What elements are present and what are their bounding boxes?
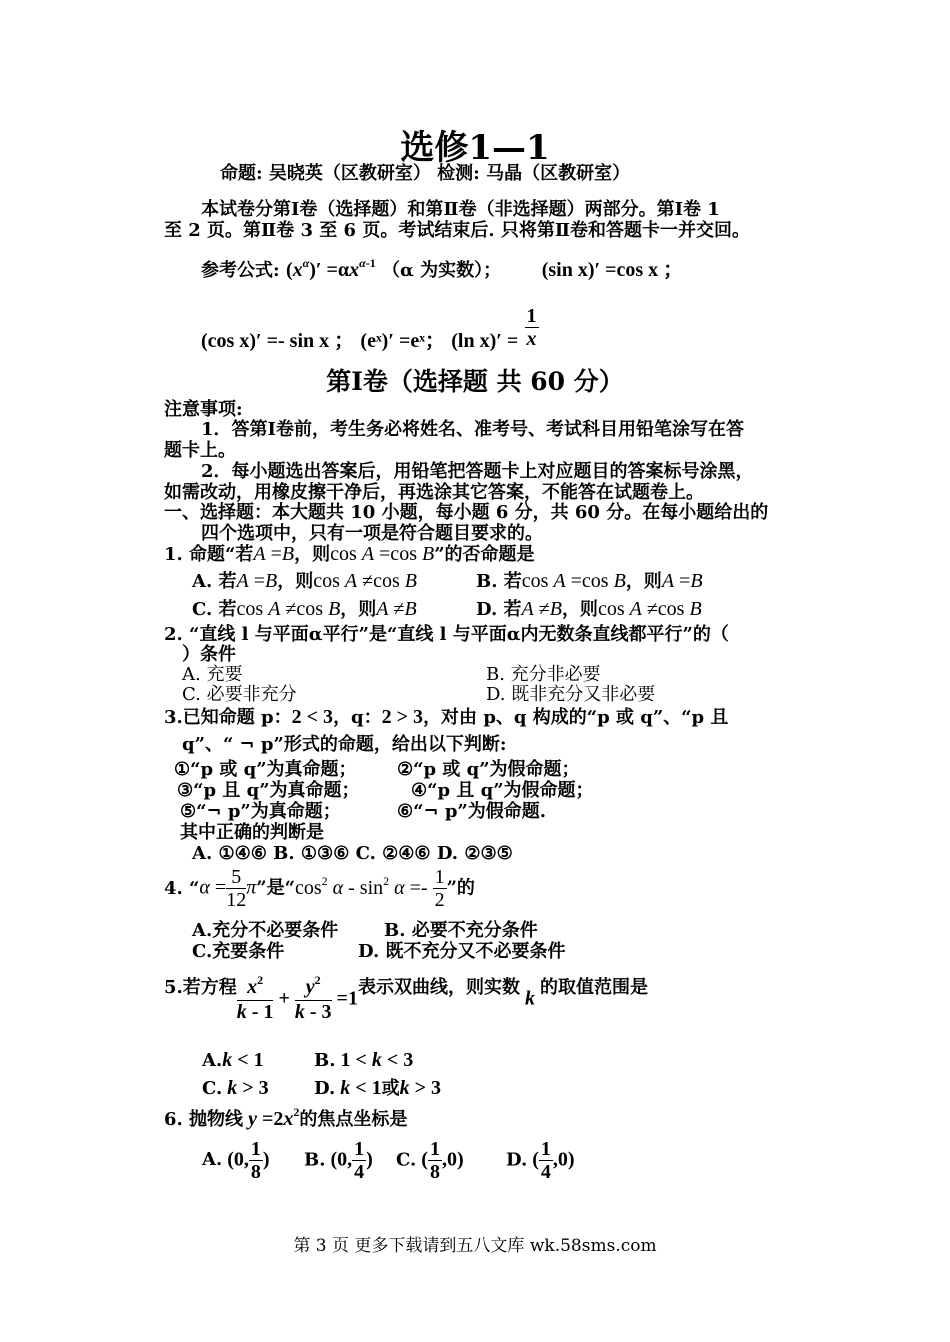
notice-1a: 1．答第Ⅰ卷前，考生务必将姓名、准考号、考试科目用铅笔涂写在答 xyxy=(201,419,744,440)
power-rule-note: （α 为实数）； xyxy=(382,260,502,281)
q6-option-b: B. (0, $\frac{1}{4}$ ) xyxy=(304,1138,373,1183)
q6-stem: 6. 抛物线 $y =2x^2$的焦点坐标是 xyxy=(164,1105,408,1130)
q3-question: 其中正确的判断是 xyxy=(180,822,324,843)
q1-option-c: C. 若cos A ≠cos B，则A ≠B xyxy=(192,598,417,620)
q3-judgement-2: ②“p 或 q”为假命题； xyxy=(397,759,580,780)
q5-option-b: B. 1 < k < 3 xyxy=(314,1049,414,1071)
q5-stem: 5.若方程 $\frac{x^2}{k - 1}$ + $\frac{y^2}{k - 3}$ =1表示双曲线，则实数 k 的取值范围是 xyxy=(164,973,648,1023)
q3-line-1: 3.已知命题 p：2 < 3，q：2 > 3，对由 p、q 构成的“p 或 q”、“p 且 xyxy=(164,706,729,728)
q3-judgement-1: ①“p 或 q”为真命题； xyxy=(174,759,357,780)
part-heading-b: 四个选项中，只有一项是符合题目要求的。 xyxy=(201,523,543,544)
page-footer: 第 3 页 更多下载请到五八文库 wk.58sms.com xyxy=(293,1236,657,1256)
notice-label: 注意事项: xyxy=(164,399,243,420)
q4-option-a: A.充分不必要条件 xyxy=(192,920,339,941)
q6-option-c: C. ( $\frac{1}{8}$ ,0) xyxy=(396,1138,464,1183)
exp-rule: (eˣ)′ =eˣ； xyxy=(360,329,445,352)
q6-option-a: A. (0, $\frac{1}{8}$ ) xyxy=(202,1138,270,1183)
q5-option-c: C. k > 3 xyxy=(202,1077,269,1099)
q3-judgement-4: ④“p 且 q”为假命题； xyxy=(411,780,594,801)
notice-2a: 2．每小题选出答案后，用铅笔把答题卡上对应题目的答案标号涂黑， xyxy=(201,461,754,482)
q2-line-1: 2. “直线 l 与平面α平行”是“直线 l 与平面α内无数条直线都平行”的（ xyxy=(164,624,729,645)
notice-1b: 题卡上。 xyxy=(164,440,236,461)
q3-judgement-5: ⑤“¬ p”为真命题； xyxy=(180,801,341,822)
authors-line: 命题: 吴晓英（区教研室） 检测: 马晶（区教研室） xyxy=(220,163,631,184)
power-rule: $(x^\alpha)' =\alpha x^{\alpha-1}$ xyxy=(285,256,376,281)
q3-line-2: q”、“ ¬ p”形式的命题，给出以下判断: xyxy=(182,734,507,755)
q3-judgement-3: ③“p 且 q”为真命题； xyxy=(177,780,360,801)
q2-option-c: C. 必要非充分 xyxy=(182,684,297,705)
q3-options: A. ①④⑥ B. ①③⑥ C. ②④⑥ D. ②③⑤ xyxy=(192,843,513,864)
q2-option-d: D. 既非充分又非必要 xyxy=(486,684,656,705)
formula-label: 参考公式: xyxy=(201,260,280,281)
formula-line-1 xyxy=(201,256,684,283)
ln-rule-fraction: $\frac{1}{x}$ xyxy=(526,305,537,350)
q4-option-b: B. 必要不充分条件 xyxy=(384,920,538,941)
ln-rule-lhs: (ln x)′ = xyxy=(451,329,519,352)
cos-rule: (cos x)′ =- sin x ； xyxy=(201,329,355,352)
q2-option-a: A. 充要 xyxy=(182,664,243,685)
formula-line-2 xyxy=(201,305,539,350)
q2-line-2: ）条件 xyxy=(182,644,236,665)
intro-line-1: 本试卷分第Ⅰ卷（选择题）和第Ⅱ卷（非选择题）两部分。第Ⅰ卷 1 xyxy=(201,199,720,220)
q4-option-d: D. 既不充分又不必要条件 xyxy=(358,941,566,962)
q1-option-d: D. 若A ≠B，则cos A ≠cos B xyxy=(476,598,702,620)
q4-stem: 4. “α = $\frac{5}{12}$ π”是“$\cos^2$ α - $\sin^2 \alpha$ =- $\frac{1}{2}$ ”的 xyxy=(164,866,475,911)
q6-option-d: D. ( $\frac{1}{4}$ ,0) xyxy=(506,1138,575,1183)
q1-option-b: B. 若cos A =cos B，则A =B xyxy=(476,570,703,592)
page-title: 选修1—1 xyxy=(400,128,550,168)
section-title: 第Ⅰ卷（选择题 共 60 分） xyxy=(326,367,624,396)
q1-option-a: A. 若A =B，则cos A ≠cos B xyxy=(192,570,417,592)
q4-option-c: C.充要条件 xyxy=(192,941,285,962)
q3-judgement-6: ⑥“¬ p”为假命题. xyxy=(397,801,547,822)
part-heading-a: 一、选择题：本大题共 10 小题，每小题 6 分，共 60 分。在每小题给出的 xyxy=(164,502,769,523)
q5-option-a: A.k < 1 xyxy=(202,1049,264,1071)
intro-line-2: 至 2 页。第Ⅱ卷 3 至 6 页。考试结束后. 只将第Ⅱ卷和答题卡一并交回。 xyxy=(164,220,751,241)
q2-option-b: B. 充分非必要 xyxy=(486,664,601,685)
notice-2b: 如需改动，用橡皮擦干净后，再选涂其它答案，不能答在试题卷上。 xyxy=(164,482,704,503)
q1-stem: 1. 命题“若A =B，则cos A =cos B”的否命题是 xyxy=(164,543,535,565)
q5-option-d: D. k < 1或k > 3 xyxy=(314,1077,442,1099)
sin-rule: (sin x)′ =cos x ； xyxy=(541,259,684,281)
